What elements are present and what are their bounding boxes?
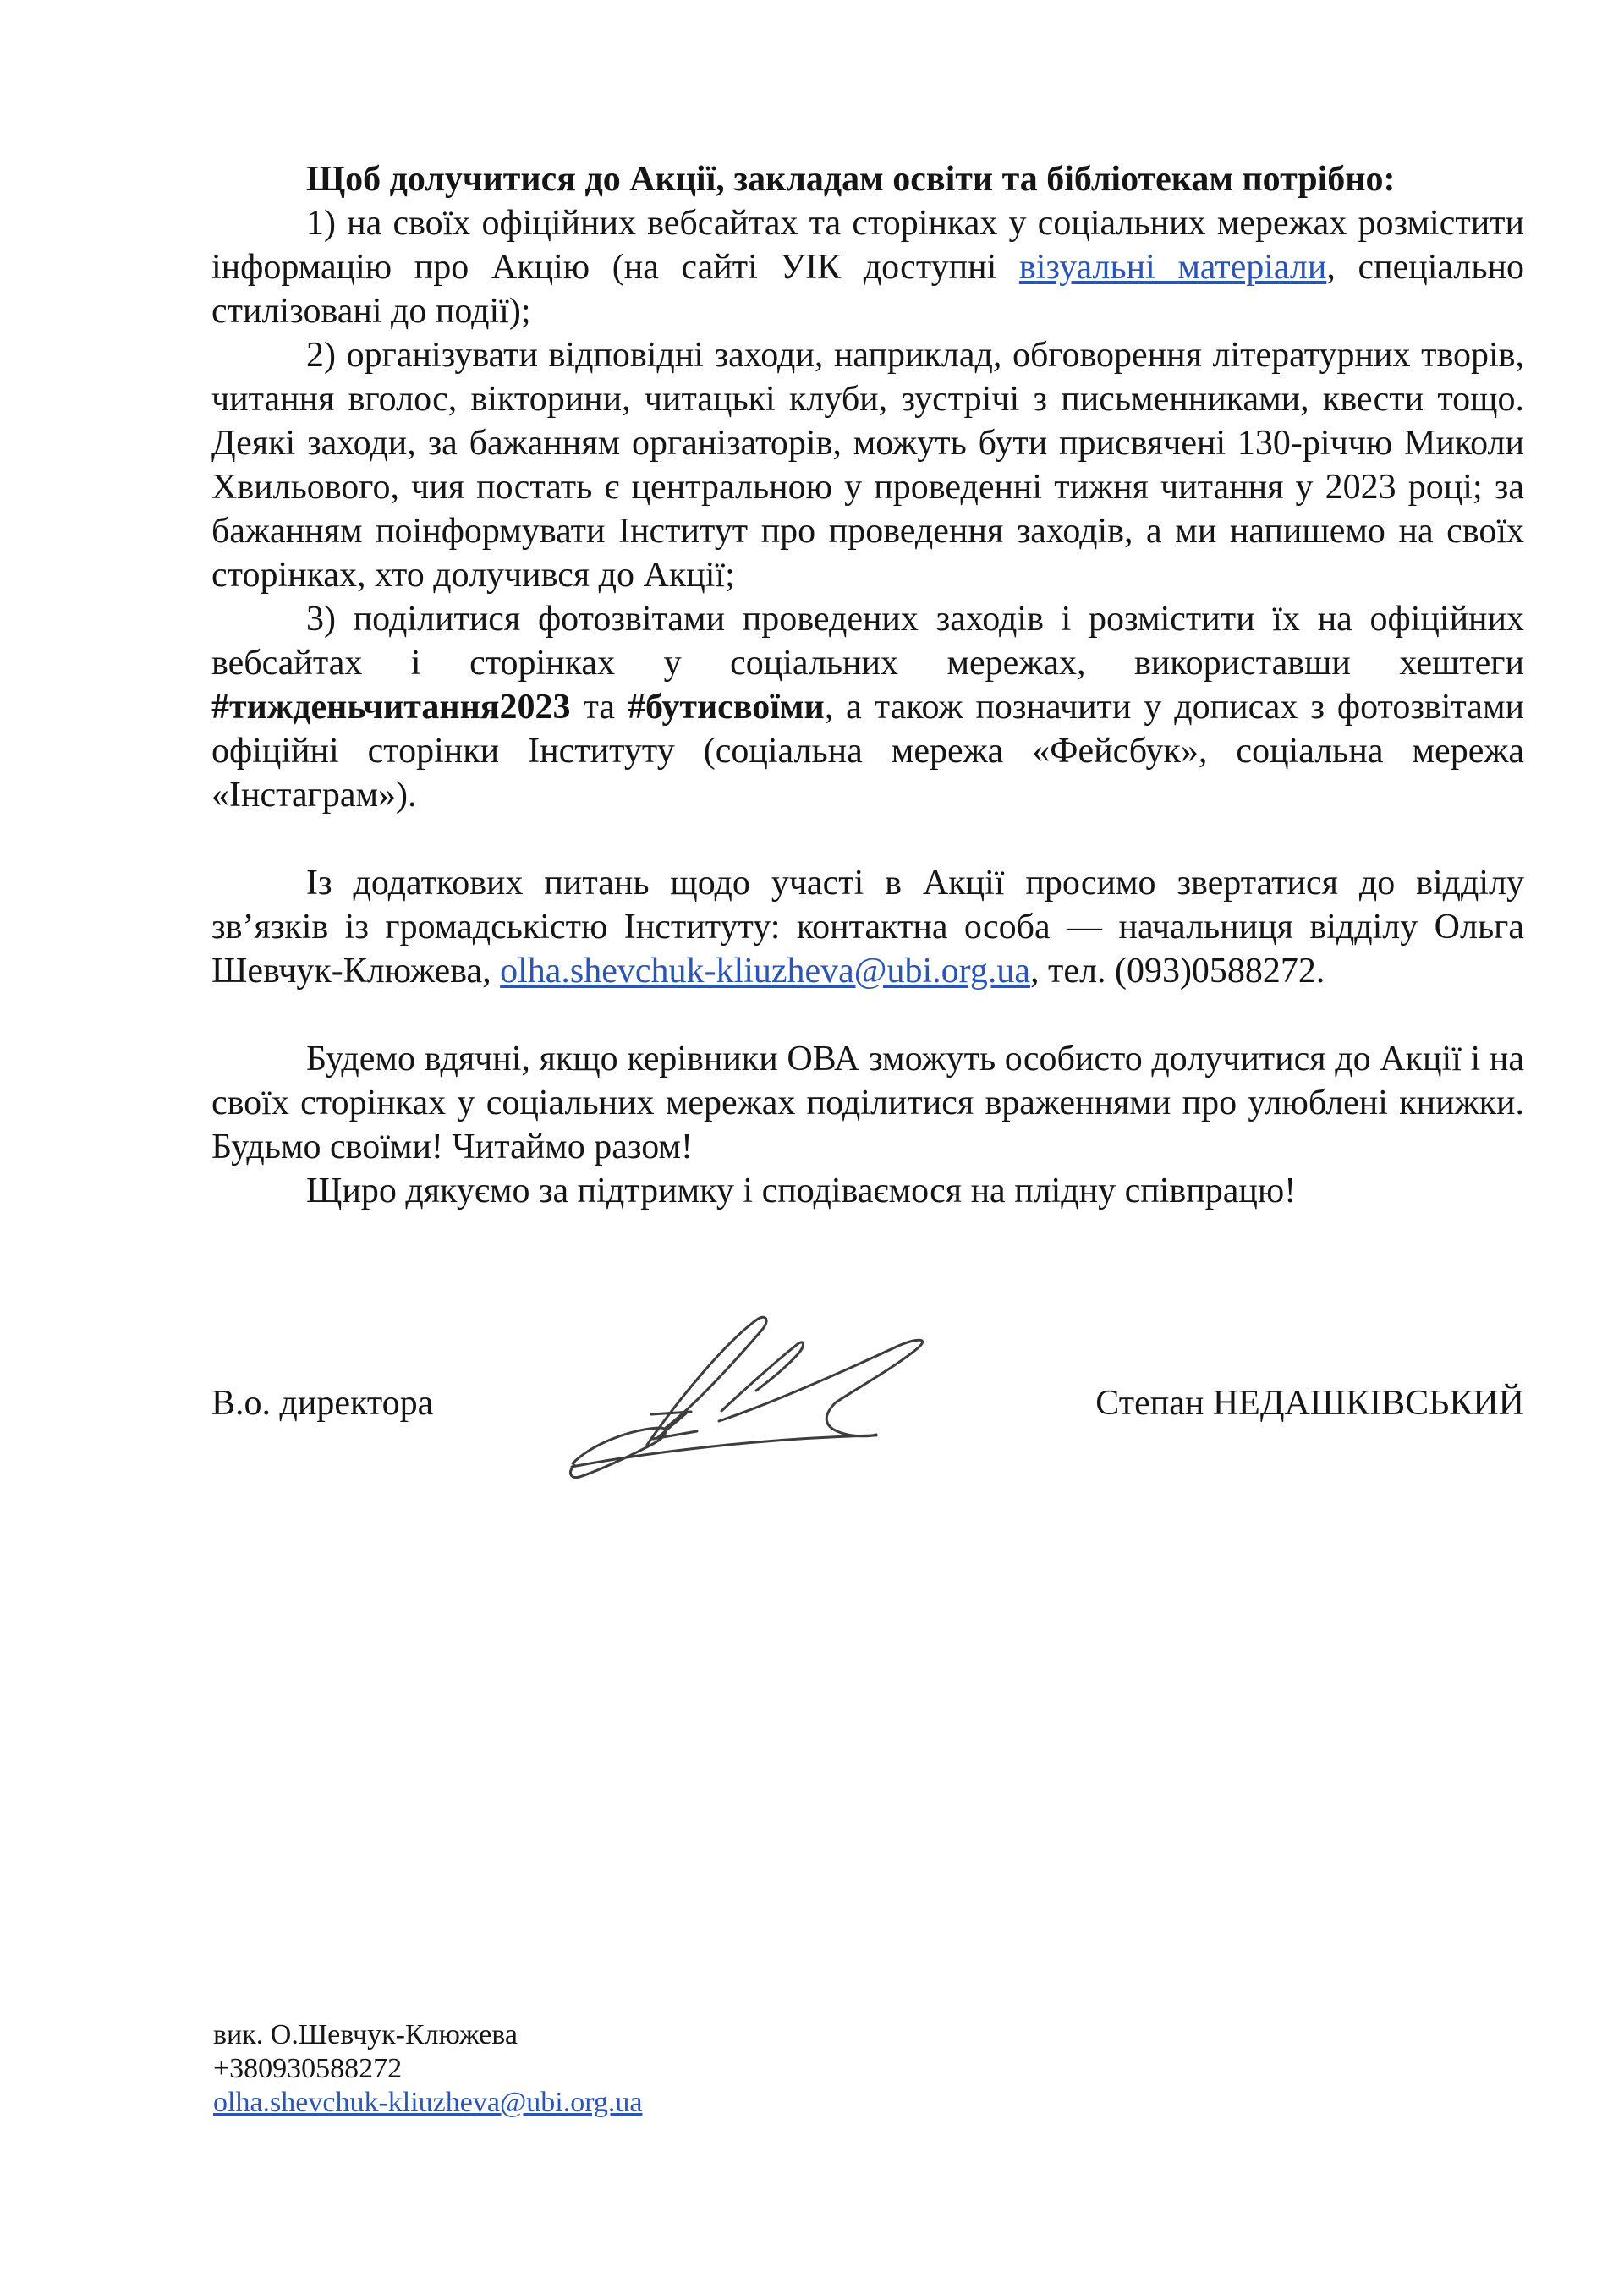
item1-text-pre: 1) на своїх офіційних вебсайтах та сторінках у соціальних мережах розмістити інформацію про Акцію (на сайті УІК доступні [211, 204, 1524, 287]
list-item-1 [211, 201, 1524, 333]
item3-text-post: , а також позначити у дописах з фотозвітами офіційні сторінки Інституту (соціальна мережа «Фейсбук», соціальна мережа «Інстаграм»). [211, 688, 1524, 815]
contact-email-link[interactable]: olha.shevchuk-kliuzheva@ubi.org.ua [500, 952, 1030, 991]
contact-text-post: , тел. (093)0588272. [1030, 952, 1325, 991]
executor-name: вик. О.Шевчук-Клюжева [213, 2019, 518, 2050]
executor-block [213, 2018, 643, 2120]
item1-text-post: , спеціально стилізовані до події); [211, 248, 1524, 331]
executor-email-link[interactable]: olha.shevchuk-kliuzheva@ubi.org.ua [213, 2087, 643, 2118]
executor-phone: +380930588272 [213, 2053, 403, 2084]
visual-materials-link[interactable]: візуальні матеріали [1018, 248, 1327, 287]
signer-name: Степан НЕДАШКІВСЬКИЙ [1095, 1384, 1524, 1423]
list-item-2: 2) організувати відповідні заходи, наприклад, обговорення літературних творів, читання вголос, вікторини, читацькі клуби, зустрічі з письменниками, квести тощо. Деякі заходи, за бажанням організаторів, можуть бути присвячені 130-річчю Миколи Хвильового, чия постать є центральною у проведенні тижня читання у 2023 році; за бажанням поінформувати Інститут про проведення заходів, а ми напишемо на своїх сторінках, хто долучився до Акції; [211, 336, 1524, 595]
item3-text-mid: та [570, 688, 628, 727]
paragraph-gap [211, 993, 1524, 1037]
hashtag-butysvoimy: #бутисвоїми [627, 688, 825, 727]
item3-text-pre: 3) поділитися фотозвітами проведених заходів і розмістити їх на офіційних вебсайтах і сторінках у соціальних мережах, використавши хештеги [211, 600, 1524, 683]
letter-heading: Щоб долучитися до Акції, закладам освіти та бібліотекам потрібно: [306, 160, 1396, 199]
letter-body [211, 157, 1524, 1213]
signer-position: В.о. директора [211, 1384, 434, 1423]
list-item-3 [211, 597, 1524, 817]
contact-paragraph [211, 861, 1524, 993]
contact-text-pre: Із додаткових питань щодо участі в Акції просимо звертатися до відділу зв’язків із громадськістю Інституту: контактна особа — начальниця відділу Ольга Шевчук-Клюжева, [211, 864, 1524, 991]
paragraph-gap [211, 817, 1524, 861]
gratitude-paragraph: Будемо вдячні, якщо керівники ОВА зможуть особисто долучитися до Акції і на своїх сторінках у соціальних мережах поділитися враженнями про улюблені книжки. Будьмо своїми! Читаймо разом! [211, 1040, 1524, 1166]
thanks-paragraph: Щиро дякуємо за підтримку і сподіваємося на плідну співпрацю! [306, 1172, 1297, 1210]
signature-image [491, 1269, 947, 1624]
hashtag-tyzhden-chytannia: #тижденьчитання2023 [211, 688, 571, 727]
